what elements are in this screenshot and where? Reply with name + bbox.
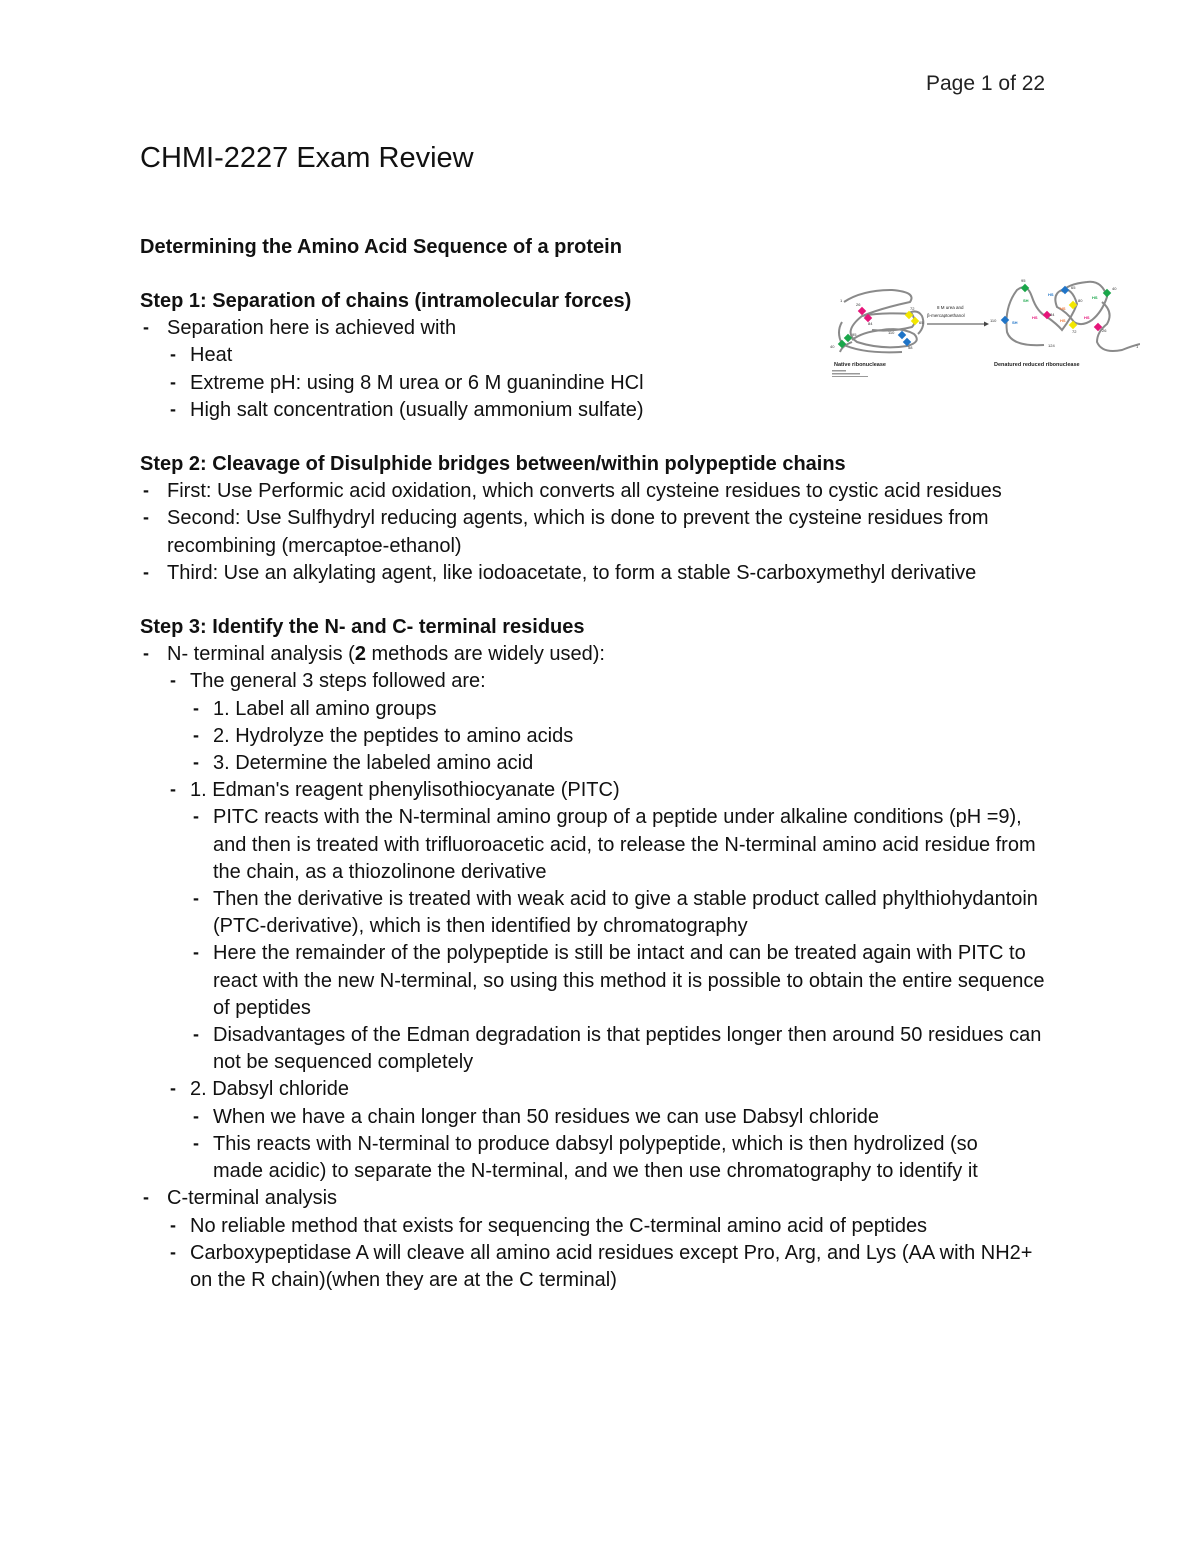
page-number: Page 1 of 22	[926, 72, 1046, 95]
n-terminal-analysis: - N- terminal analysis (2 methods are widely used): - The general 3 steps followed are: - 1. Label all amino groups - 2. Hydrolyze the peptides to amino acids - 3. Determine the labeled amino acid - 1. Edman's reagent phenylisothiocyanate (PITC) - PITC reacts with the N-terminal amino group of a peptide under alkaline conditions (pH =9), and then is treated with trifluoroacetic acid, to release the N-terminal amino acid residue from the chain, as a thiozolinone derivative - Then the derivative is treated with weak acid to give a stable product called phylthiohydantoin (PTC-derivative), which is then identified by chromatography - Here the remainder of the polypeptide is still be intact and can be treated again with PITC to react with the new N-terminal, so using this method it is possible to obtain the entire sequence of peptides - Disadvantages of the Edman degradation is that peptides longer then around 50 residues can not be sequenced completely - 2. Dabsyl chloride - When we have a chain longer than 50 residues we can use Dabsyl chloride - This reacts with N-terminal to produce dabsyl polypeptide, which is then hydrolized (so made acidic) to separate the N-terminal, and we then use chromatography to identify it	[140, 641, 1080, 1185]
list-item: - Disadvantages of the Edman degradation is that peptides longer then around 50 residues can not be sequenced completely	[190, 1022, 1080, 1076]
list-item: - Heat	[167, 342, 1080, 369]
section-title: Determining the Amino Acid Sequence of a protein	[140, 236, 622, 258]
list-item: - Second: Use Sulfhydryl reducing agents, which is done to prevent the cysteine residues from recombining (mercaptoe-ethanol)	[140, 505, 1080, 559]
svg-text:84: 84	[868, 321, 873, 326]
step-1	[140, 288, 1080, 424]
svg-text:HS: HS	[1092, 295, 1098, 300]
list-item: - PITC reacts with the N-terminal amino group of a peptide under alkaline conditions (pH =9), and then is treated with trifluoroacetic acid, to release the N-terminal amino acid residue from the chain, as a thiozolinone derivative	[190, 804, 1080, 886]
svg-text:HS: HS	[1084, 315, 1090, 320]
list-item: - Extreme pH: using 8 M urea or 6 M guanindine HCl	[167, 370, 1080, 397]
svg-text:124: 124	[1048, 343, 1055, 348]
svg-text:72: 72	[1072, 329, 1077, 334]
list-item: - High salt concentration (usually ammonium sulfate)	[167, 397, 1080, 424]
svg-text:40: 40	[830, 344, 835, 349]
step-2	[140, 451, 1080, 587]
svg-text:26: 26	[856, 302, 861, 307]
native-label: Native ribonuclease	[834, 362, 886, 368]
edman-method: - 1. Edman's reagent phenylisothiocyanate (PITC) - PITC reacts with the N-terminal amino group of a peptide under alkaline conditions (pH =9), and then is treated with trifluoroacetic acid, to release the N-terminal amino acid residue from the chain, as a thiozolinone derivative - Then the derivative is treated with weak acid to give a stable product called phylthiohydantoin (PTC-derivative), which is then identified by chromatography - Here the remainder of the polypeptide is still be intact and can be treated again with PITC to react with the new N-terminal, so using this method it is possible to obtain the entire sequence of peptides - Disadvantages of the Edman degradation is that peptides longer then around 50 residues can not be sequenced completely	[167, 777, 1080, 1076]
svg-text:1: 1	[1136, 344, 1139, 349]
list-item: - 1. Label all amino groups	[190, 696, 1080, 723]
step-3	[140, 614, 1080, 1294]
dabsyl-method: - 2. Dabsyl chloride - When we have a chain longer than 50 residues we can use Dabsyl chloride - This reacts with N-terminal to produce dabsyl polypeptide, which is then hydrolized (so made acidic) to separate the N-terminal, and we then use chromatography to identify it	[167, 1076, 1080, 1185]
list-item: - Separation here is achieved with - Heat - Extreme pH: using 8 M urea or 6 M guanindine HCl - High salt concentration (usually ammonium sulfate)	[140, 315, 1080, 424]
svg-text:SH: SH	[1012, 320, 1018, 325]
svg-text:95: 95	[852, 332, 857, 337]
c-terminal-analysis: - C-terminal analysis - No reliable method that exists for sequencing the C-terminal amino acid of peptides - Carboxypeptidase A will cleave all amino acid residues except Pro, Arg, and Lys (AA with NH2+ on the R chain)(when they are at the C terminal)	[140, 1185, 1080, 1294]
list-item: - First: Use Performic acid oxidation, which converts all cysteine residues to cystic acid residues	[140, 478, 1080, 505]
svg-text:72: 72	[910, 306, 915, 311]
list-item: - No reliable method that exists for sequencing the C-terminal amino acid of peptides	[167, 1213, 1080, 1240]
svg-text:SH: SH	[1023, 298, 1029, 303]
svg-text:HS: HS	[1048, 292, 1054, 297]
step-heading: Step 1: Separation of chains (intramolecular forces)	[140, 290, 632, 312]
svg-text:HS: HS	[1060, 318, 1066, 323]
document-title: CHMI-2227 Exam Review	[140, 142, 474, 174]
list-item: - Here the remainder of the polypeptide is still be intact and can be treated again with PITC to react with the new N-terminal, so using this method it is possible to obtain the entire sequence of peptides	[190, 940, 1080, 1022]
list-item: - Third: Use an alkylating agent, like iodoacetate, to form a stable S-carboxymethyl derivative	[140, 560, 1080, 587]
svg-text:65: 65	[919, 320, 924, 325]
step-heading: Step 3: Identify the N- and C- terminal residues	[140, 616, 585, 639]
list-item: - Carboxypeptidase A will cleave all amino acid residues except Pro, Arg, and Lys (AA with NH2+ on the R chain)(when they are at the C terminal)	[167, 1240, 1080, 1294]
list-item: - When we have a chain longer than 50 residues we can use Dabsyl chloride	[190, 1104, 1080, 1131]
svg-text:β-mercaptoethanol: β-mercaptoethanol	[927, 313, 965, 318]
svg-text:110: 110	[990, 318, 997, 323]
list-item: - 3. Determine the labeled amino acid	[190, 750, 1080, 777]
document-body	[140, 288, 1080, 1321]
svg-text:40: 40	[1112, 286, 1117, 291]
svg-text:58: 58	[908, 345, 913, 350]
list-item: - 2. Hydrolyze the peptides to amino acids	[190, 723, 1080, 750]
denatured-label: Denatured reduced ribonuclease	[994, 362, 1080, 368]
list-item: - This reacts with N-terminal to produce dabsyl polypeptide, which is then hydrolized (so made acidic) to separate the N-terminal, and we then use chromatography to identify it	[190, 1131, 1080, 1185]
svg-text:80: 80	[1078, 298, 1083, 303]
svg-text:HS: HS	[1060, 306, 1066, 311]
list-item: - The general 3 steps followed are: - 1. Label all amino groups - 2. Hydrolyze the peptides to amino acids - 3. Determine the labeled amino acid	[167, 668, 1080, 777]
list-item: - Then the derivative is treated with weak acid to give a stable product called phylthiohydantoin (PTC-derivative), which is then identified by chromatography	[190, 886, 1080, 940]
svg-text:8 M urea and: 8 M urea and	[937, 305, 964, 310]
svg-text:95: 95	[1021, 278, 1026, 283]
svg-text:HS: HS	[1032, 315, 1038, 320]
svg-text:65: 65	[1071, 285, 1076, 290]
step-heading: Step 2: Cleavage of Disulphide bridges between/within polypeptide chains	[140, 453, 846, 476]
svg-text:84: 84	[1050, 312, 1055, 317]
svg-text:26: 26	[1102, 328, 1107, 333]
svg-text:1: 1	[840, 298, 843, 303]
svg-text:110: 110	[888, 330, 895, 335]
